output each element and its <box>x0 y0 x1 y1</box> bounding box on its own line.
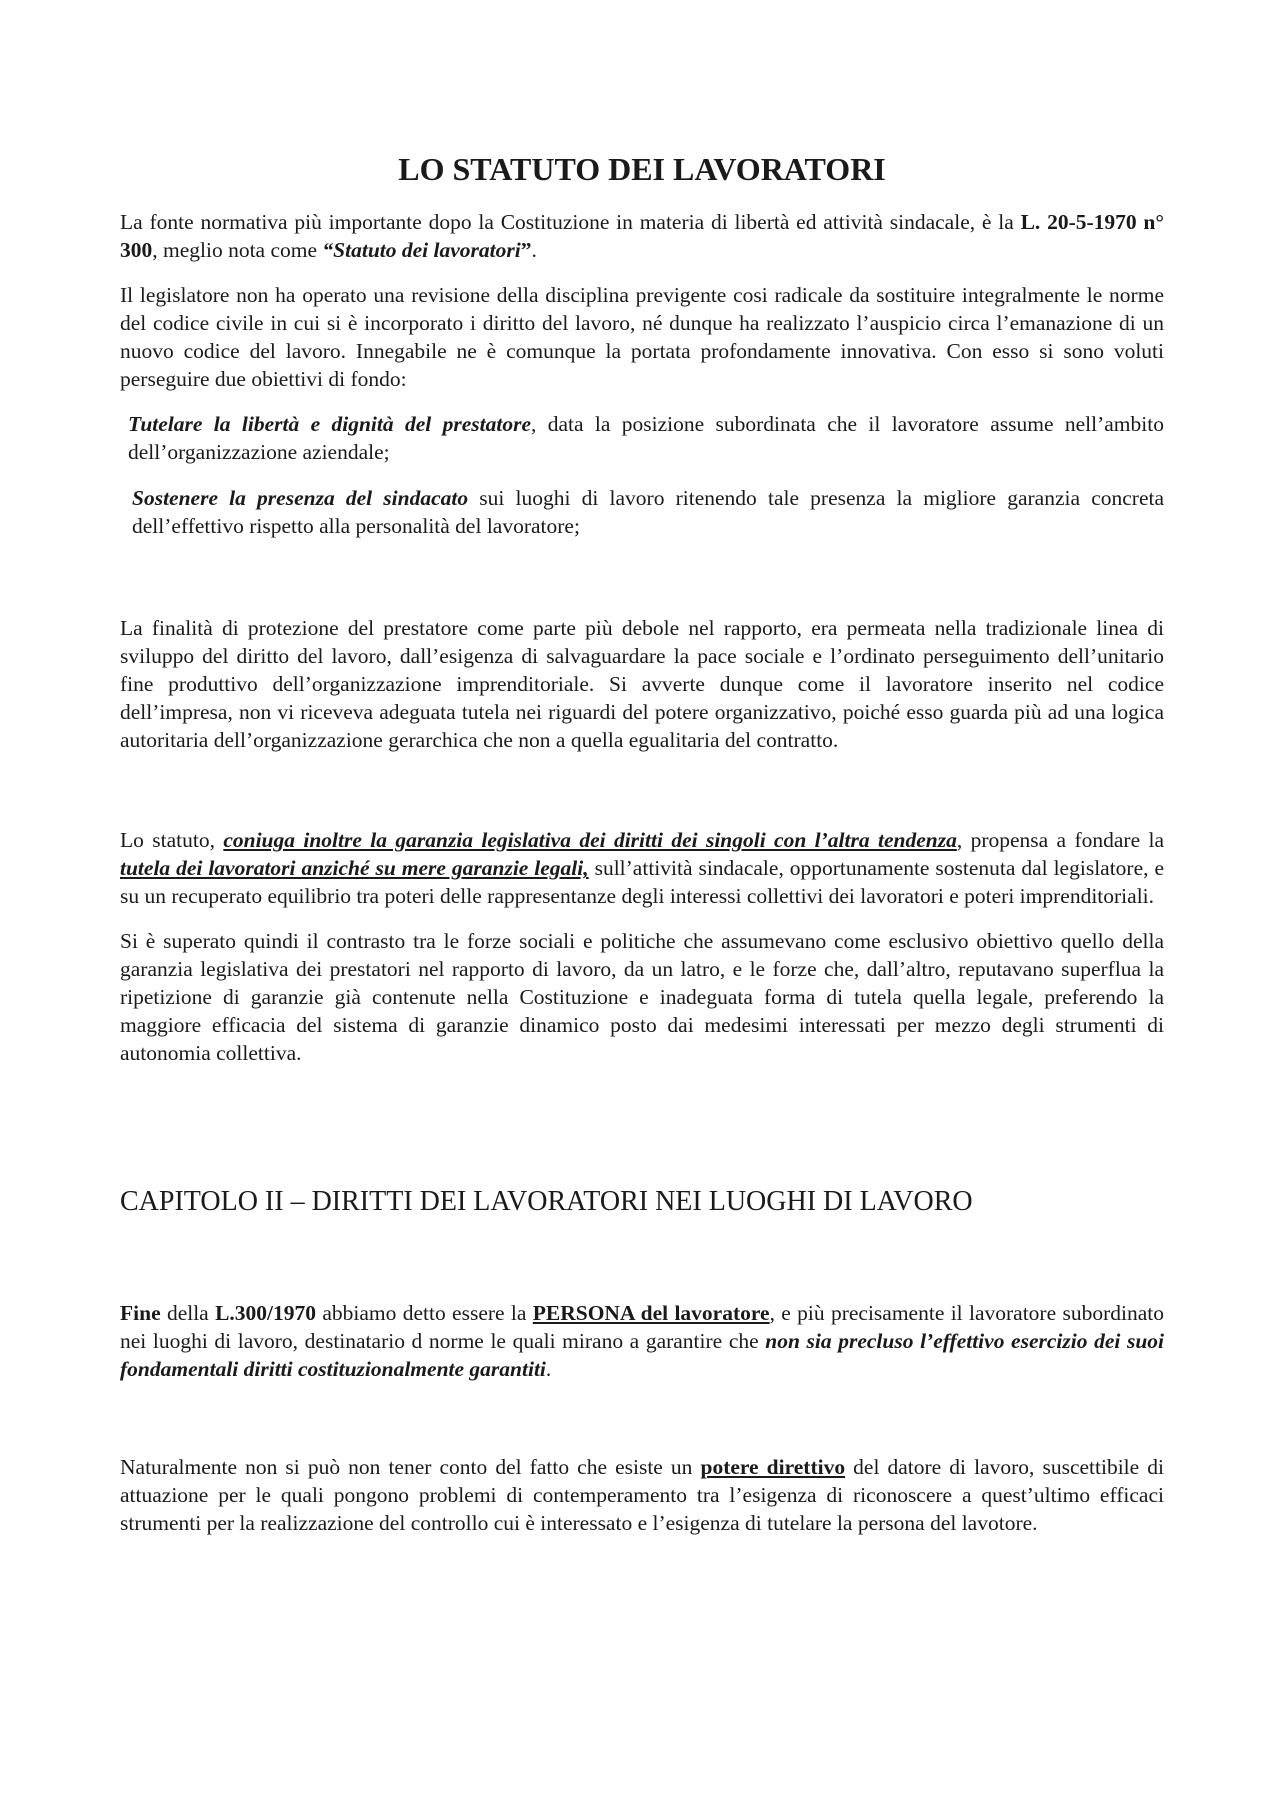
p6-text-b: abbiamo detto essere la <box>316 1300 533 1325</box>
statuto-name: Statuto dei lavoratori <box>333 238 521 263</box>
p1-text-c: . <box>531 238 537 263</box>
underlined-phrase-2: tutela dei lavoratori anziché su mere garanzie legali, <box>120 856 589 881</box>
p7-text-a: Naturalmente non si può non tener conto del fatto che esiste un <box>120 1454 701 1479</box>
quote-close: ” <box>520 238 532 263</box>
objective-2 <box>120 484 1164 540</box>
paragraph-fine <box>120 1299 1164 1383</box>
law-short-reference: L.300/1970 <box>215 1300 317 1325</box>
objective-1 <box>120 410 1164 466</box>
paragraph-intro <box>120 208 1164 264</box>
chapter-heading: CAPITOLO II – DIRITTI DEI LAVORATORI NEI LUOGHI DI LAVORO <box>120 1186 973 1218</box>
objective-2-text: sui luoghi di lavoro ritenendo tale presenza la migliore garanzia concreta dell’effettivo rispetto alla personalità del lavoratore; <box>132 486 1164 539</box>
paragraph-contrasto: Si è superato quindi il contrasto tra le forze sociali e politiche che assumevano come esclusivo obiettivo quello della garanzia legislativa dei prestatori nel rapporto di lavoro, da un latro, e le forze che, dall’altro, reputavano superflua la ripetizione di garanzie già contenute nella Costituzione e inadeguata forma di tutela quella legale, preferendo la maggiore efficacia del sistema di garanzie dinamico posto dai medesimi interessati per mezzo degli strumenti di autonomia collettiva. <box>120 929 1164 1066</box>
objective-1-title: Tutelare la libertà e dignità del prestatore <box>128 412 531 437</box>
paragraph-statuto <box>120 826 1164 910</box>
fine-word: Fine <box>120 1300 161 1325</box>
objective-1-text: , data la posizione subordinata che il lavoratore assume nell’ambito dell’organizzazione aziendale; <box>128 412 1164 465</box>
p6-text-a: della <box>160 1300 216 1325</box>
quote-open: “ <box>322 238 334 263</box>
persona-lavoratore: PERSONA del lavoratore <box>532 1300 770 1325</box>
p4-text-b: , propensa a fondare la <box>956 828 1164 853</box>
potere-direttivo: potere direttivo <box>700 1454 846 1479</box>
objective-2-title: Sostenere la presenza del sindacato <box>132 486 469 511</box>
law-reference: L. 20-5-1970 n° 300 <box>120 210 1164 263</box>
document-title: LO STATUTO DEI LAVORATORI <box>398 151 886 187</box>
p6-text-d: . <box>545 1356 552 1381</box>
underlined-phrase-1: coniuga inoltre la garanzia legislativa dei diritti dei singoli con l’altra tendenza <box>223 828 957 853</box>
document-page <box>120 150 1164 1537</box>
p1-text-a: La fonte normativa più importante dopo la Costituzione in materia di libertà ed attività sindacale, è la <box>120 210 1021 235</box>
p4-text-c: sull’attività sindacale, opportunamente sostenuta dal legislatore, e su un recuperato equilibrio tra poteri delle rappresentanze degli interessi collettivi dei lavoratori e poteri imprenditoriali. <box>120 856 1164 909</box>
p4-text-a: Lo statuto, <box>120 828 224 853</box>
paragraph-potere <box>120 1453 1164 1537</box>
p1-text-b: , meglio nota come <box>152 238 323 263</box>
p7-text-b: del datore di lavoro, suscettibile di attuazione per le quali pongono problemi di contemperamento tra l’esigenza di riconoscere a quest’ultimo efficaci strumenti per la realizzazione del controllo cui è interessato e l’esigenza di tutelare la persona del lavotore. <box>120 1454 1164 1535</box>
paragraph-finalita: La finalità di protezione del prestatore come parte più debole nel rapporto, era permeata nella tradizionale linea di sviluppo del diritto del lavoro, dall’esigenza di salvaguardare la pace sociale e l’ordinato perseguimento dell’unitario fine produttivo dell’organizzazione imprenditoriale. Si avverte dunque come il lavoratore inserito nel codice dell’impresa, non vi riceveva adeguata tutela nei riguardi del potere organizzativo, poiché esso guarda più ad una logica autoritaria dell’organizzazione gerarchica che non a quella egualitaria del contratto. <box>120 616 1164 753</box>
p6-text-c: , e più precisamente il lavoratore subordinato nei luoghi di lavoro, destinatario d norme le quali mirano a garantire che <box>120 1300 1164 1353</box>
paragraph-legislatore: Il legislatore non ha operato una revisione della disciplina previgente cosi radicale da sostituire integralmente le norme del codice civile in cui si è incorporato i diritto del lavoro, né dunque ha realizzato l’auspicio circa l’emanazione di un nuovo codice del lavoro. Innegabile ne è comunque la portata profondamente innovativa. Con esso si sono voluti perseguire due obiettivi di fondo: <box>120 283 1164 392</box>
bold-italic-phrase: non sia precluso l’effettivo esercizio dei suoi fondamentali diritti costituzionalmente garantiti <box>120 1328 1165 1381</box>
